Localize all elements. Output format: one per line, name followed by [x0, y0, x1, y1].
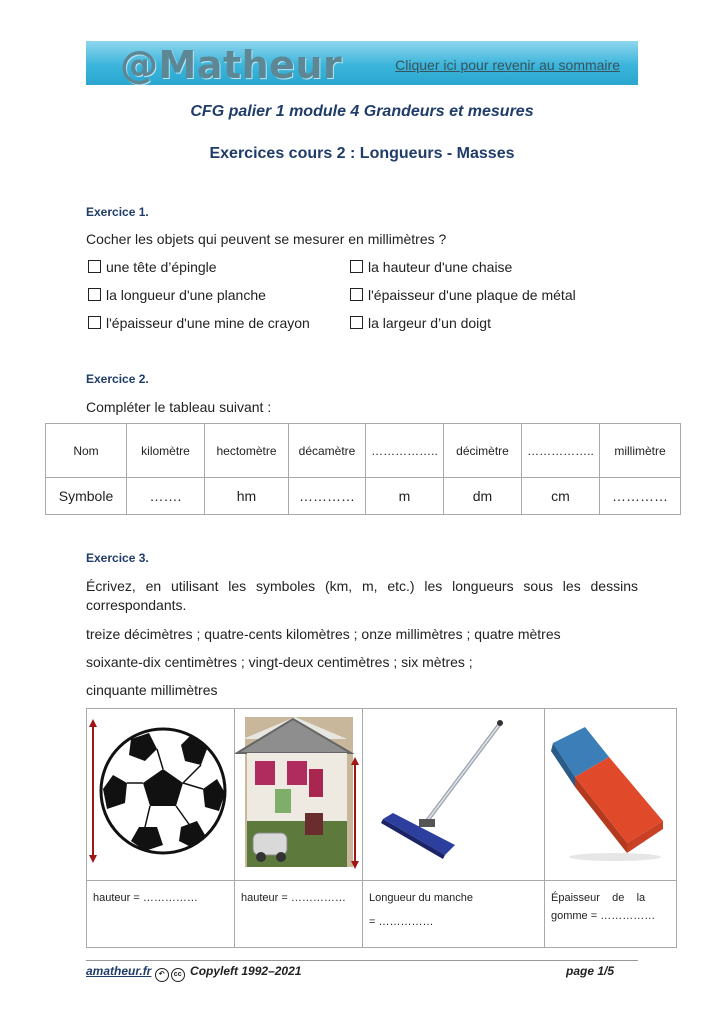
lengths-line-1: treize décimètres ; quatre-cents kilomètres ; onze millimètres ; quatre mètres [86, 626, 561, 642]
table-cell-blank[interactable]: …………….. [522, 424, 600, 478]
option-label: l'épaisseur d'une mine de crayon [106, 315, 310, 331]
captions-row [87, 881, 677, 948]
checkbox-option-finger-width[interactable] [350, 315, 491, 331]
house-cell [235, 709, 363, 881]
units-table [45, 423, 681, 515]
checkbox-icon[interactable] [350, 316, 363, 329]
page-number: page 1/5 [566, 964, 615, 978]
table-cell: dm [444, 478, 522, 515]
footer-left [86, 964, 301, 982]
soccer-ball-illustration [87, 709, 235, 875]
table-cell: cm [522, 478, 600, 515]
eraser-cell [545, 709, 677, 881]
eraser-caption-line-2: gomme = …………… [551, 910, 656, 922]
pictures-table [86, 708, 677, 948]
document-title: CFG palier 1 module 4 Grandeurs et mesures [190, 103, 534, 120]
table-cell: hm [205, 478, 289, 515]
pictures-row [87, 709, 677, 881]
table-cell: m [366, 478, 444, 515]
eraser-caption-line-1: Épaisseur de la [551, 892, 646, 904]
checkbox-option-metal-plate[interactable] [350, 287, 576, 303]
table-cell: hectomètre [205, 424, 289, 478]
lengths-line-3: cinquante millimètres [86, 682, 218, 698]
lengths-line-2: soixante-dix centimètres ; vingt-deux centimètres ; six mètres ; [86, 654, 473, 670]
table-cell-blank[interactable]: ……. [127, 478, 205, 515]
option-label: la longueur d'une planche [106, 287, 266, 303]
table-cell: millimètre [600, 424, 681, 478]
checkbox-icon[interactable] [88, 316, 101, 329]
header-banner [86, 41, 638, 85]
exercise-1-question: Cocher les objets qui peuvent se mesurer en millimètres ? [86, 231, 447, 247]
table-row [46, 478, 681, 515]
creative-commons-icon: cc [171, 968, 185, 982]
house-photo-illustration [235, 709, 363, 875]
eraser-illustration [545, 709, 677, 875]
copyleft-text: Copyleft 1992–2021 [190, 964, 302, 978]
option-label: la largeur d’un doigt [368, 315, 491, 331]
ball-caption: hauteur = …………… [87, 881, 235, 948]
table-cell-blank[interactable]: …………….. [366, 424, 444, 478]
mop-caption-line-2: = …………… [369, 916, 434, 928]
row-header-symbole: Symbole [46, 478, 127, 515]
checkbox-icon[interactable] [88, 260, 101, 273]
table-cell-blank[interactable]: ………… [289, 478, 366, 515]
mop-caption [363, 881, 545, 948]
checkbox-option-chair-height[interactable] [350, 259, 512, 275]
site-link[interactable]: amatheur.fr [86, 964, 152, 978]
checkbox-option-pin-head[interactable] [88, 259, 217, 275]
exercise-1-heading: Exercice 1. [86, 205, 149, 219]
ball-cell [87, 709, 235, 881]
row-header-nom: Nom [46, 424, 127, 478]
table-cell: kilomètre [127, 424, 205, 478]
house-caption: hauteur = …………… [235, 881, 363, 948]
mop-illustration [363, 709, 545, 875]
checkbox-icon[interactable] [350, 260, 363, 273]
checkbox-option-plank-length[interactable] [88, 287, 266, 303]
copyleft-icon: ↶ [155, 968, 169, 982]
back-to-summary-link[interactable]: Cliquer ici pour revenir au sommaire [395, 57, 620, 73]
table-cell: décamètre [289, 424, 366, 478]
eraser-caption [545, 881, 677, 948]
exercise-2-heading: Exercice 2. [86, 372, 149, 386]
table-row [46, 424, 681, 478]
checkbox-option-pencil-lead[interactable] [88, 315, 310, 331]
table-cell: décimètre [444, 424, 522, 478]
exercise-3-heading: Exercice 3. [86, 551, 149, 565]
matheur-logo: @Matheur [120, 43, 343, 85]
exercise-3-instruction: Écrivez, en utilisant les symboles (km, m, etc.) les longueurs sous les dessins correspondants. [86, 578, 638, 613]
footer-divider [86, 960, 638, 961]
option-label: une tête d’épingle [106, 259, 217, 275]
document-subtitle: Exercices cours 2 : Longueurs - Masses [209, 145, 515, 162]
table-cell-blank[interactable]: ………… [600, 478, 681, 515]
checkbox-icon[interactable] [88, 288, 101, 301]
mop-cell [363, 709, 545, 881]
option-label: la hauteur d'une chaise [368, 259, 513, 275]
mop-caption-line-1: Longueur du manche [369, 892, 473, 904]
checkbox-icon[interactable] [350, 288, 363, 301]
exercise-2-instruction: Compléter le tableau suivant : [86, 399, 272, 415]
option-label: l'épaisseur d'une plaque de métal [368, 287, 576, 303]
